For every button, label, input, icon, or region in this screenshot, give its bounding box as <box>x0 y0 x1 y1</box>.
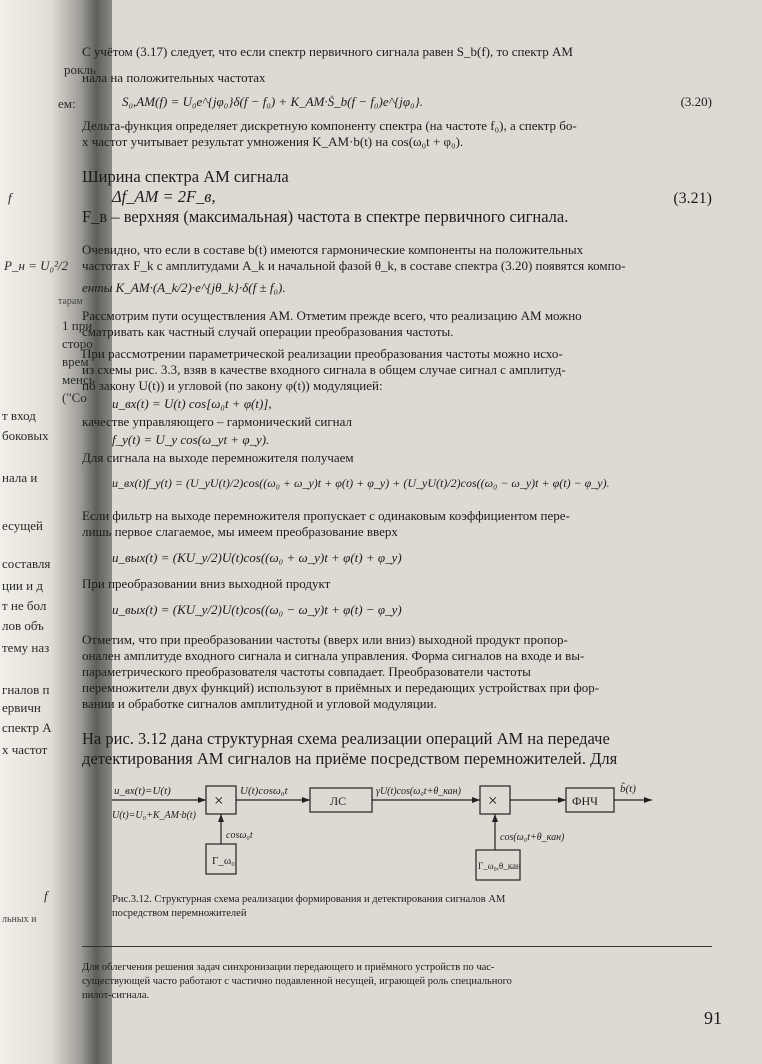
downconvert-eq: u_вых(t) = (KU_у/2)U(t)cos((ω₀ − ω_у)t + φ(t) − φ_у) <box>112 602 402 617</box>
text-line: Для сигнала на выходе перемножителя получаем <box>82 450 354 465</box>
text-line: Если фильтр на выходе перемножителя пропускает с одинаковым коэффициентом пере- <box>82 508 570 523</box>
fragment: льных и <box>2 914 37 925</box>
fragment: боковых <box>2 428 49 443</box>
text-line: х частот учитывает результат умножения K_AM·b(t) на cos(ω₀t + φ₀). <box>82 134 464 149</box>
previous-page-fragment <box>0 0 96 1064</box>
section-heading: Ширина спектра АМ сигнала <box>82 167 289 186</box>
text-line: При рассмотрении параметрической реализации преобразования частоты можно исхо- <box>82 346 563 361</box>
fragment: тарам <box>58 296 83 307</box>
text-line: Отметим, что при преобразовании частоты (вверх или вниз) выходной продукт пропор- <box>82 632 568 647</box>
text-line: из схемы рис. 3.3, взяв в качестве входного сигнала в общем случае сигнал с амплитуд- <box>82 362 566 377</box>
fragment: врем <box>62 354 89 369</box>
text-line: по закону U(t)) и угловой (по закону φ(t)) модуляцией: <box>82 378 383 393</box>
text-line: Дельта-функция определяет дискретную компоненту спектра (на частоте f₀), а спектр бо- <box>82 118 577 133</box>
text-line: С учётом (3.17) следует, что если спектр первичного сигнала равен S_b(f), то спектр АМ <box>82 44 573 59</box>
footnote-rule <box>82 946 712 947</box>
fragment: есущей <box>2 518 43 533</box>
fragment: х частот <box>2 742 48 757</box>
text-line: При преобразовании вниз выходной продукт <box>82 576 331 591</box>
text-line: нала на положительных частотах <box>82 70 266 85</box>
text-line: онален амплитуде входного сигнала и сигнала управления. Форма сигналов на входе и вы- <box>82 648 585 663</box>
page-number: 91 <box>704 1008 722 1028</box>
footnote-line: существующей часто работают с частично подавленной несущей, играющей роль специального <box>82 976 512 987</box>
ls-label: ЛС <box>330 794 347 808</box>
text-line: лишь первое слагаемое, мы имеем преобразование вверх <box>82 524 398 539</box>
fragment: f <box>8 190 12 205</box>
fragment: гналов п <box>2 682 50 697</box>
fragment: P_н = U₀²/2 <box>4 258 69 273</box>
text-line: Рассмотрим пути осуществления АМ. Отметим прежде всего, что реализацию АМ можно <box>82 308 582 323</box>
text-line: качестве управляющего – гармонический сигнал <box>82 414 353 429</box>
multiplier-symbol: × <box>214 791 224 810</box>
fragment: ции и д <box>2 578 43 593</box>
text-line: перемножители двух функций) используют в приёмных и передающих устройствах при фор- <box>82 680 600 695</box>
generator-1-label: Г_ω₀ <box>212 855 235 867</box>
fragment: составля <box>2 556 51 571</box>
fragment: рокль <box>64 62 96 77</box>
fragment: сторо <box>62 336 93 351</box>
fragment: f <box>44 888 48 903</box>
figure-3-12-diagram <box>112 772 652 890</box>
diagram-channel-signal: γU(t)cos(ω₀t+θ_кан) <box>376 786 461 797</box>
figure-caption: Рис.3.12. Структурная схема реализации формирования и детектирования сигналов АМ <box>112 894 506 905</box>
text-line: частотах F_k с амплитудами A_k и начальной фазой θ_k, в составе спектра (3.20) появятся компо- <box>82 258 626 273</box>
diagram-input-label: u_вх(t)=U(t) <box>114 785 171 797</box>
fragment: ("Со <box>62 390 87 405</box>
fragment: ем: <box>58 96 76 111</box>
input-signal-eq: u_вх(t) = U(t) cos[ω₀t + φ(t)], <box>112 396 272 411</box>
fragment: ервичн <box>2 700 41 715</box>
figure-caption: посредством перемножителей <box>112 908 247 919</box>
lpf-label: ФНЧ <box>572 794 598 808</box>
equation-3-20: S₀,AM(f) = U₀e^{jφ₀}δ(f − f₀) + K_AM·Ṡ_b(f − f₀)e^{jφ₀}. <box>122 94 424 109</box>
text-line: вании и обработке сигналов амплитудной и угловой модуляции. <box>82 696 437 711</box>
text-line: Очевидно, что если в составе b(t) имеются гармонические компоненты на положительных <box>82 242 584 257</box>
fragment: лов объ <box>2 618 44 633</box>
equation-number: (3.20) <box>680 94 712 109</box>
text-line-large: детектирования АМ сигналов на приёме посредством перемножителей. Для <box>82 749 618 768</box>
text-line: F_в – верхняя (максимальная) частота в спектре первичного сигнала. <box>82 207 569 226</box>
multiplier-symbol: × <box>488 791 498 810</box>
footnote-line: пилот-сигнала. <box>82 990 150 1001</box>
fragment: спектр A <box>2 720 52 735</box>
upconvert-eq: u_вых(t) = (KU_у/2)U(t)cos((ω₀ + ω_у)t + φ(t) + φ_у) <box>112 550 402 565</box>
fragment: т вход <box>2 408 36 423</box>
fragment: 1 при <box>62 318 93 333</box>
generator-2-signal: cos(ω₀t+θ_кан) <box>500 832 565 843</box>
diagram-input-formula: U(t)=U₀+K_AM·b(t) <box>112 810 196 821</box>
fragment: т не бол <box>2 598 47 613</box>
text-line: параметрического преобразователя частоты совпадает. Преобразователи частоты <box>82 664 531 679</box>
generator-1-signal: cosω₀t <box>226 830 253 841</box>
footnote-line: Для облегчения решения задач синхронизации передающего и приёмного устройств по час- <box>82 962 495 973</box>
control-signal-eq: f_у(t) = U_у cos(ω_уt + φ_у). <box>112 432 270 447</box>
equation-3-21: Δf_AM = 2F_в, <box>112 187 216 206</box>
equation-number: (3.21) <box>673 190 712 207</box>
fragment: нала и <box>2 470 38 485</box>
generator-2-label: Г_ω₀,θ_кан <box>478 861 521 871</box>
fragment: менсь <box>62 372 95 387</box>
fragment: тему наз <box>2 640 50 655</box>
product-eq: u_вх(t)f_у(t) = (U_уU(t)/2)cos((ω₀ + ω_у)t + φ(t) + φ_у) + (U_уU(t)/2)cos((ω₀ − ω_у)t + φ(t) − φ_у). <box>112 476 610 490</box>
components-formula: енты K_AM·(A_k/2)·e^{jθ_k}·δ(f ± f₀). <box>82 280 286 295</box>
diagram-signal-label: U(t)cosω₀t <box>240 785 288 797</box>
text-line: сматривать как частный случай операции преобразования частоты. <box>82 324 454 339</box>
diagram-output-label: b̂(t) <box>620 783 636 795</box>
text-line-large: На рис. 3.12 дана структурная схема реализации операций АМ на передаче <box>82 729 610 748</box>
